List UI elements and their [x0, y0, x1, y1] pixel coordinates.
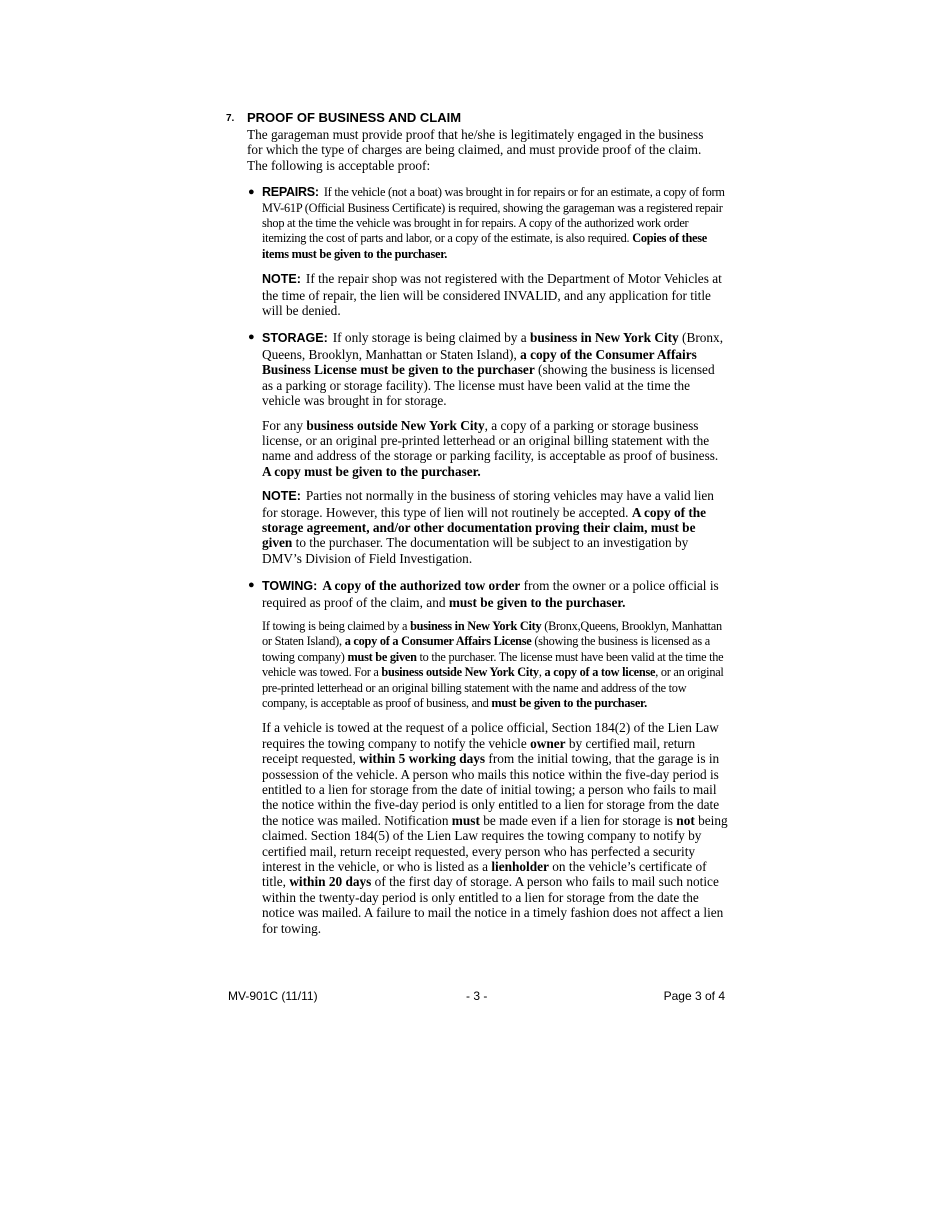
text-run: from the initial towing, that the garage is in possession of the vehicle. A person who mails this notice within the five-day period is entitled to a lien for storage from the date of initial towing; a person who fails to mail the notice within the five-day period is only entitled to a lien for storage from the date the notice was mailed. Notification — [262, 751, 720, 828]
bold-text: business outside New York City — [306, 417, 485, 433]
bold-text: not — [676, 812, 695, 828]
text-run: to the purchaser. The documentation will be subject to an investigation by DMV’s Division of Field Investigation. — [262, 535, 689, 566]
text-run: Parties not normally in the business of storing vehicles may have a valid lien for storage. However, this type of lien will not routinely be accepted. — [262, 488, 714, 520]
item-label: STORAGE: — [262, 331, 328, 346]
proof-list — [226, 185, 726, 936]
text-run: If only storage is being claimed by a — [332, 330, 530, 346]
section-heading — [226, 110, 726, 126]
proof-item-storage — [248, 330, 728, 566]
note-label: NOTE: — [262, 489, 301, 504]
bold-text: must be given — [347, 649, 417, 664]
bold-text: A copy must be given to the purchaser. — [262, 463, 481, 479]
bold-text: a copy of the Consumer Affairs Business License must be given to the purchaser — [262, 346, 697, 378]
bold-text: must be given to the purchaser. — [491, 696, 647, 710]
bold-text: business outside New York City — [381, 665, 539, 680]
note-label: NOTE: — [262, 272, 301, 287]
paragraph — [262, 330, 728, 408]
text-run: (showing the business is licensed as a towing company) — [262, 634, 710, 664]
text-run: , a copy of a parking or storage business license, or an original pre-printed letterhead or an original billing statement with the name and address of the storage or parking facility, is acceptable as proof of business. — [262, 417, 719, 464]
page-number: - 3 - — [466, 989, 488, 1003]
paragraph — [262, 185, 728, 262]
text-run: by certified mail, return receipt requested, — [262, 735, 696, 767]
bold-text: must — [451, 812, 480, 828]
paragraph — [262, 619, 728, 711]
bold-text: business in New York City — [529, 330, 679, 346]
text-run: to the purchaser. The license must have been valid at the time the vehicle was towed. For a — [262, 649, 724, 680]
item-label: TOWING: — [262, 579, 318, 594]
text-run: If a vehicle is towed at the request of a police official, Section 184(2) of the Lien Law requires the towing company to notify the vehicle — [262, 720, 719, 751]
text-run: If the vehicle (not a boat) was brought in for repairs or for an estimate, a copy of form MV-61P (Official Business Certificate) is required, showing the garageman was a registered repair shop at the time the vehicle was brought in for repairs. A copy of the authorized work order itemizing the cost of parts and labor, or a copy of the estimate, is also required. — [262, 185, 725, 246]
text-run: being claimed. Section 184(5) of the Lien Law requires the towing company to notify by certified mail, return receipt requested, every person who has perfected a security interest in the vehicle, or who is listed as a — [262, 812, 728, 875]
section-intro: The garageman must provide proof that he/she is legitimately engaged in the business for which the type of charges are being claimed, and must provide proof of the claim. The following is acceptable proof: — [247, 127, 704, 173]
proof-item-repairs — [248, 185, 728, 319]
bullet-icon: ● — [248, 331, 255, 344]
proof-item-towing — [248, 578, 728, 936]
bold-text: A copy of the authorized tow order — [322, 578, 521, 594]
text-run: (Bronx, Queens, Brooklyn, Manhattan or Staten Island), — [262, 330, 724, 362]
text-run: on the vehicle’s certificate of title, — [262, 859, 707, 890]
text-run: from the owner or a police official is required as proof of the claim, and — [262, 578, 719, 610]
text-run: (Bronx,Queens, Brooklyn, Manhattan or Staten Island), — [262, 618, 722, 649]
text-run: If the repair shop was not registered with the Department of Motor Vehicles at the time of repair, the lien will be considered INVALID, and any application for title will be denied. — [262, 271, 722, 319]
bold-text: must be given to the purchaser. — [448, 594, 626, 610]
bold-text: A copy of the storage agreement, and/or other documentation proving their claim, must be given — [262, 504, 707, 551]
bullet-icon: ● — [248, 579, 255, 592]
item-label: REPAIRS: — [262, 185, 319, 200]
bold-text: lienholder — [491, 859, 549, 875]
text-run: be made even if a lien for storage is — [479, 812, 677, 828]
bold-text: a copy of a Consumer Affairs License — [344, 634, 532, 649]
bold-text: Copies of these items must be given to the purchaser. — [262, 231, 707, 261]
text-run: , — [538, 665, 545, 680]
text-run: For any — [262, 417, 307, 433]
section-title: PROOF OF BUSINESS AND CLAIM — [247, 110, 462, 125]
form-number: MV-901C (11/11) — [228, 989, 318, 1003]
text-run: of the first day of storage. A person who fails to mail such notice within the twenty-day period is only entitled to a lien for storage from the date the notice was mailed. A failure to mail the notice in a timely fashion does not affect a lien for towing. — [262, 874, 724, 936]
paragraph — [262, 720, 728, 936]
page-count: Page 3 of 4 — [663, 989, 725, 1003]
bullet-icon: ● — [248, 186, 255, 199]
paragraph — [262, 418, 728, 480]
text-run: (showing the business is licensed as a parking or storage facility). The license must have been valid at the time the vehicle was brought in for storage. — [262, 362, 715, 409]
bold-text: business in New York City — [410, 618, 542, 633]
bold-text: owner — [530, 735, 566, 751]
text-run: , or an original pre-printed letterhead or an original billing statement with the name and address of the tow company, is acceptable as proof of business, and — [262, 665, 724, 710]
paragraph — [262, 488, 728, 566]
section-number: 7. — [226, 113, 235, 124]
bold-text: a copy of a tow license — [544, 665, 656, 680]
bold-text: within 20 days — [289, 874, 372, 890]
text-run: If towing is being claimed by a — [262, 618, 411, 633]
paragraph — [262, 578, 728, 610]
bold-text: within 5 working days — [359, 751, 486, 767]
paragraph — [262, 271, 728, 318]
document-body — [226, 110, 726, 945]
